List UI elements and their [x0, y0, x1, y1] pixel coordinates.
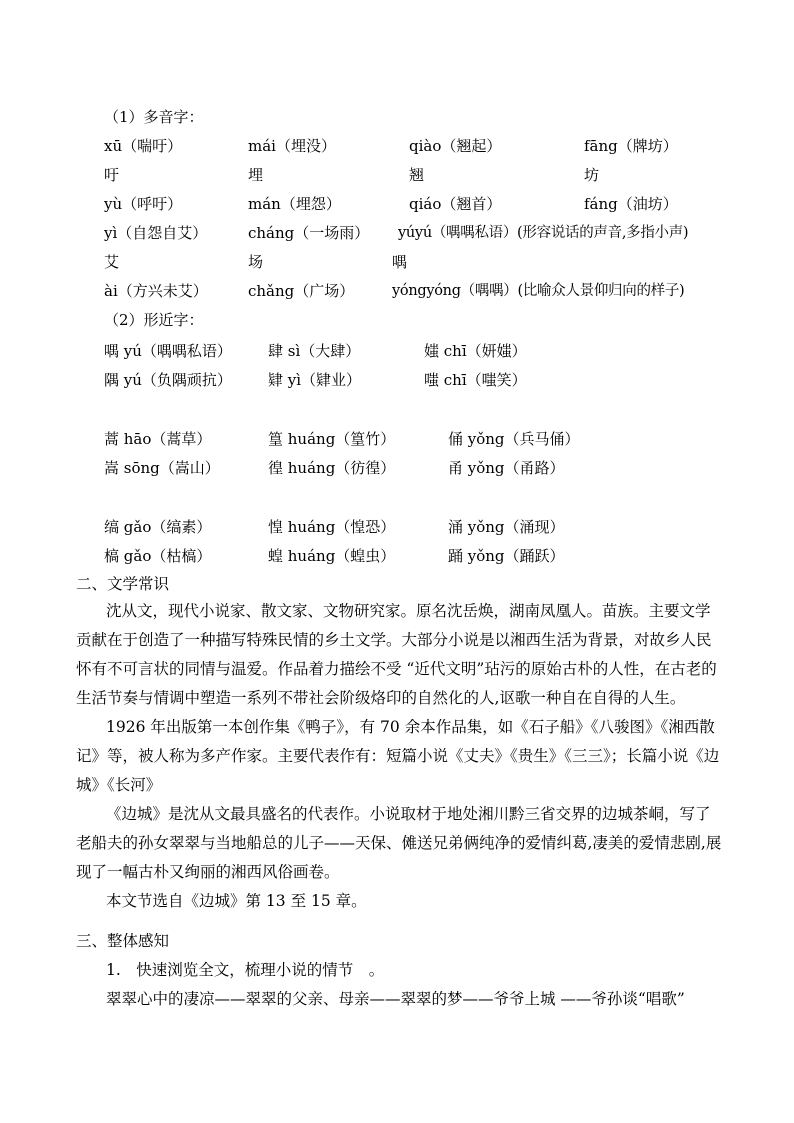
similar-entry: 踊 yǒng（踊跃） [448, 547, 565, 565]
works-paragraph: 1926 年出版第一本创作集《鸭子》，有 70 余本作品集，如《石子船》《八骏图》《湘西散记》等，被人称为多产作家。主要代表作有：短篇小说《丈夫》《贵生》《三三》；长篇小说《边城》《长河》 [76, 718, 720, 794]
polyphone-char: 坊 [584, 166, 600, 184]
similar-entry: 俑 yǒng（兵马俑） [448, 430, 580, 448]
similar-entry: 肄 yì（肄业） [268, 371, 362, 389]
similar-entry: 蝗 huáng（蝗虫） [268, 547, 396, 565]
similar-entry: 肆 sì（大肆） [268, 342, 361, 360]
polyphone-entry: chǎng（广场） [248, 282, 355, 300]
polyphone-entry: mái（埋没） [248, 137, 336, 155]
polyphone-entry: yù（呼吁） [104, 195, 183, 213]
polyphone-char: 吁 [104, 166, 120, 184]
polyphone-entry: yì（自怨自艾） [104, 224, 208, 242]
polyphone-entry: fāng（牌坊） [584, 137, 678, 155]
section-title-literature: 二、文学常识 [76, 575, 170, 593]
polyphone-char: 艾 [104, 253, 120, 271]
polyphone-entry: qiào（翘起） [409, 137, 502, 155]
polyphone-char: 翘 [409, 166, 425, 184]
polyphone-entry: xū（喘吁） [104, 137, 183, 155]
polyphone-heading: （1）多音字： [104, 108, 204, 126]
similar-entry: 篁 huáng（篁竹） [268, 430, 396, 448]
plot-outline: 翠翠心中的凄凉——翠翠的父亲、母亲——翠翠的梦——爷爷上城 ——爷孙谈“唱歌” [106, 990, 685, 1008]
similar-entry: 蒿 hāo（蒿草） [104, 430, 212, 448]
polyphone-entry: ài（方兴未艾） [104, 282, 208, 300]
similar-entry: 涌 yǒng（涌现） [448, 518, 565, 536]
similar-entry: 缟 gǎo（缟素） [104, 518, 212, 536]
polyphone-entry: yúyú（喁喁私语）(形容说话的声音,多指小声) [398, 225, 689, 241]
similar-entry: 徨 huáng（彷徨） [268, 459, 396, 477]
similar-entry: 槁 gǎo（枯槁） [104, 547, 212, 565]
author-intro-paragraph: 沈从文，现代小说家、散文家、文物研究家。原名沈岳焕，湖南凤凰人。苗族。主要文学贡献在于创造了一种描写特殊民情的乡土文学。大部分小说是以湘西生活为背景，对故乡人民怀有不可言状的同情与温爱。作品着力描绘不受 “近代文明”玷污的原始古朴的人性，在古老的生活节奏与情调中塑造一系列不带社会阶级烙印的自然化的人,讴歌一种自在自得的人生。 [76, 602, 717, 707]
similar-chars-heading: （2）形近字： [104, 311, 204, 329]
polyphone-char: 埋 [248, 166, 264, 184]
polyphone-entry: mán（埋怨） [248, 195, 341, 213]
polyphone-char: 场 [248, 253, 264, 271]
section-title-overview: 三、整体感知 [76, 932, 170, 950]
biancheng-paragraph: 《边城》是沈从文最具盛名的代表作。小说取材于地处湘川黔三省交界的边城茶峒，写了老船夫的孙女翠翠与当地船总的儿子——天保、傩送兄弟俩纯净的爱情纠葛,凄美的爱情悲剧,展现了一幅古朴又绚丽的湘西风俗画卷。 [76, 805, 722, 881]
similar-entry: 媸 chī（妍媸） [424, 342, 527, 360]
polyphone-entry: cháng（一场雨） [248, 224, 370, 242]
task-item-1: 1. 快速浏览全文，梳理小说的情节 。 [106, 961, 385, 979]
similar-entry: 嵩 sōng（嵩山） [104, 459, 220, 477]
similar-entry: 隅 yú（负隅顽抗） [104, 371, 232, 389]
polyphone-entry: qiáo（翘首） [409, 195, 502, 213]
similar-entry: 惶 huáng（惶恐） [268, 518, 396, 536]
similar-entry: 嗤 chī（嗤笑） [424, 371, 527, 389]
polyphone-char: 喁 [392, 253, 408, 271]
polyphone-entry: yóngyóng（喁喁）(比喻众人景仰归向的样子) [392, 283, 685, 299]
literature-paragraphs [76, 597, 724, 916]
polyphone-entry: fáng（油坊） [584, 195, 678, 213]
excerpt-note: 本文节选自《边城》第 13 至 15 章。 [106, 892, 367, 910]
similar-entry: 喁 yú（喁喁私语） [104, 342, 232, 360]
similar-entry: 甬 yǒng（甬路） [448, 459, 565, 477]
